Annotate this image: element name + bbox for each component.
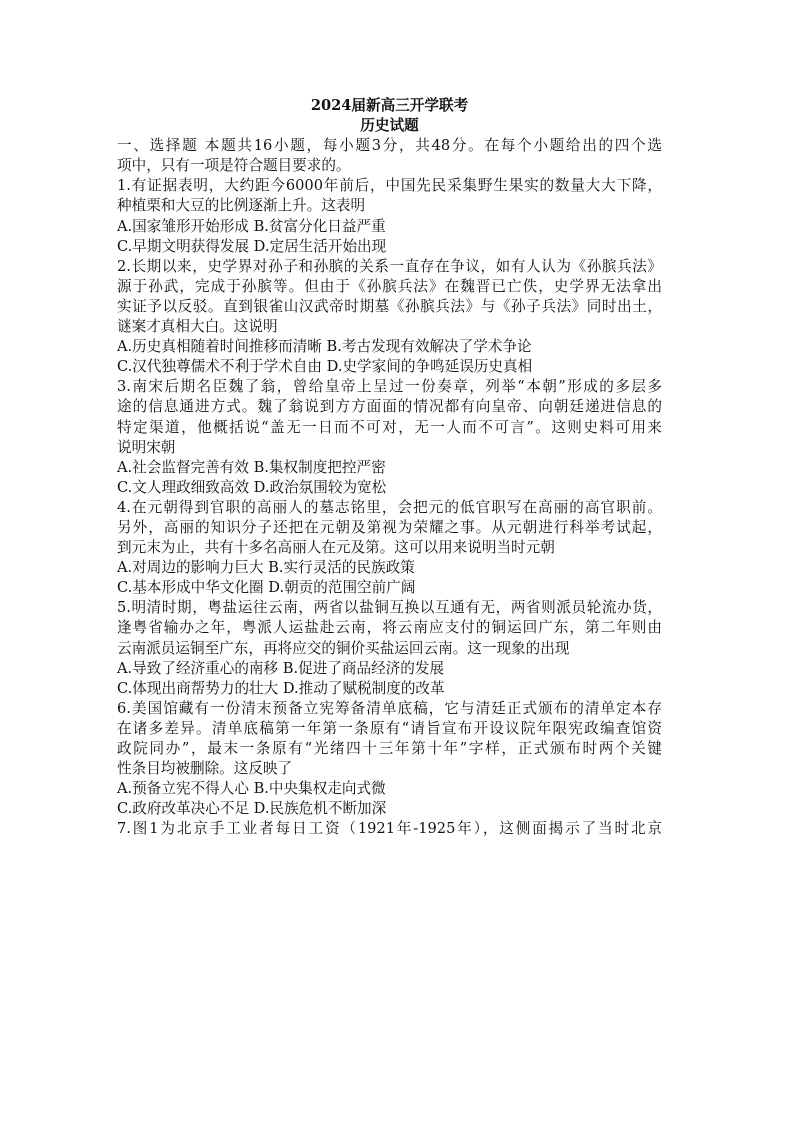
question-stem-line: 7.图1为北京手工业者每日工资（1921年-1925年），这侧面揭示了当时北京: [117, 820, 662, 838]
question-stem-line: 特定渠道，他概括说“盖无一日而不可对，无一人而不可言”。这则史料可用来: [117, 418, 662, 436]
question-option-line: C.早期文明获得发展 D.定居生活开始出现: [117, 237, 387, 255]
question-2: [117, 257, 662, 378]
question-stem-line: 5.明清时期，粤盐运往云南，两省以盐铜互换以互通有无，两省则派员轮流办货，: [117, 599, 662, 617]
question-option-line: A.对周边的影响力巨大 B.实行灵活的民族政策: [117, 559, 415, 577]
section-line: 一、选择题 本题共16小题，每小题3分，共48分。在每个小题给出的四个选: [117, 137, 662, 155]
question-stem-line: 云南派员运铜至广东，再将应交的铜价买盐运回云南。这一现象的出现: [117, 639, 570, 657]
question-option-line: A.预备立宪不得人心 B.中央集权走向式微: [117, 780, 386, 798]
exam-page: [117, 96, 662, 839]
question-3: [117, 377, 662, 498]
section-line: 项中，只有一项是符合题目要求的。: [117, 157, 351, 175]
question-stem-line: 说明宋朝: [117, 438, 176, 456]
question-stem-line: 另外，高丽的知识分子还把在元朝及第视为荣耀之事。从元朝进行科举考试起，: [117, 518, 662, 536]
question-stem-line: 3.南宋后期名臣魏了翁，曾给皇帝上呈过一份奏章，列举“本朝”形成的多层多: [117, 378, 662, 396]
question-stem-line: 种植栗和大豆的比例逐渐上升。这表明: [117, 197, 366, 215]
question-option-line: A.社会监督完善有效 B.集权制度把控严密: [117, 458, 386, 476]
question-stem-line: 在诸多差异。清单底稿第一年第一条原有“请旨宣布开设议院年限宪政编查馆资: [117, 719, 662, 737]
question-stem-line: 实证予以反驳。直到银雀山汉武帝时期墓《孙膑兵法》与《孙子兵法》同时出土，: [117, 297, 662, 315]
section-instructions: [117, 136, 662, 176]
question-4: [117, 498, 662, 598]
question-option-line: C.体现出商帮势力的壮大 D.推动了赋税制度的改革: [117, 679, 445, 697]
question-option-line: C.文人理政细致高效 D.政治氛围较为宽松: [117, 478, 387, 496]
question-option-line: A.历史真相随着时间推移而清晰 B.考古发现有效解决了学术争论: [117, 338, 532, 356]
question-stem-line: 1.有证据表明，大约距今6000年前后，中国先民采集野生果实的数量大大下降，: [117, 177, 662, 195]
question-stem-line: 逢粤省输办之年，粤派人运盐赴云南，将云南应支付的铜运回广东，第二年则由: [117, 619, 662, 637]
question-option-line: A.国家雏形开始形成 B.贫富分化日益严重: [117, 217, 386, 235]
question-stem-line: 2.长期以来，史学界对孙子和孙膑的关系一直存在争议，如有人认为《孙膑兵法》: [117, 257, 662, 275]
question-1: [117, 176, 662, 256]
question-stem-line: 性条目均被删除。这反映了: [117, 760, 293, 778]
question-option-line: C.政府改革决心不足 D.民族危机不断加深: [117, 800, 387, 818]
question-stem-line: 途的信息通进方式。魏了翁说到方方面面的情况都有向皇帝、向朝廷递进信息的: [117, 398, 662, 416]
question-5: [117, 598, 662, 698]
question-option-line: A.导致了经济重心的南移 B.促进了商品经济的发展: [117, 659, 445, 677]
exam-subtitle: 历史试题: [360, 117, 419, 135]
question-7: [117, 819, 662, 839]
question-option-line: C.基本形成中华文化圈 D.朝贡的范围空前广阔: [117, 579, 416, 597]
question-stem-line: 谜案才真相大白。这说明: [117, 318, 278, 336]
exam-title: 2024届新高三开学联考: [310, 97, 469, 114]
question-stem-line: 6.美国馆藏有一份清末预备立宪筹备清单底稿，它与清廷正式颁布的清单定本存: [117, 699, 662, 717]
question-stem-line: 4.在元朝得到官职的高丽人的墓志铭里，会把元的低官职写在高丽的高官职前。: [117, 498, 662, 516]
question-stem-line: 到元末为止，共有十多名高丽人在元及第。这可以用来说明当时元朝: [117, 539, 555, 557]
question-stem-line: 政院同办”，最末一条原有“光绪四十三年第十年”字样，正式颁布时两个关键: [117, 740, 662, 757]
question-stem-line: 源于孙武，完成于孙膑等。但由于《孙膑兵法》在魏晋已亡佚，史学界无法拿出: [117, 277, 662, 295]
question-option-line: C.汉代独尊儒术不利于学术自由 D.史学家间的争鸣延误历史真相: [117, 358, 533, 376]
question-6: [117, 699, 662, 820]
